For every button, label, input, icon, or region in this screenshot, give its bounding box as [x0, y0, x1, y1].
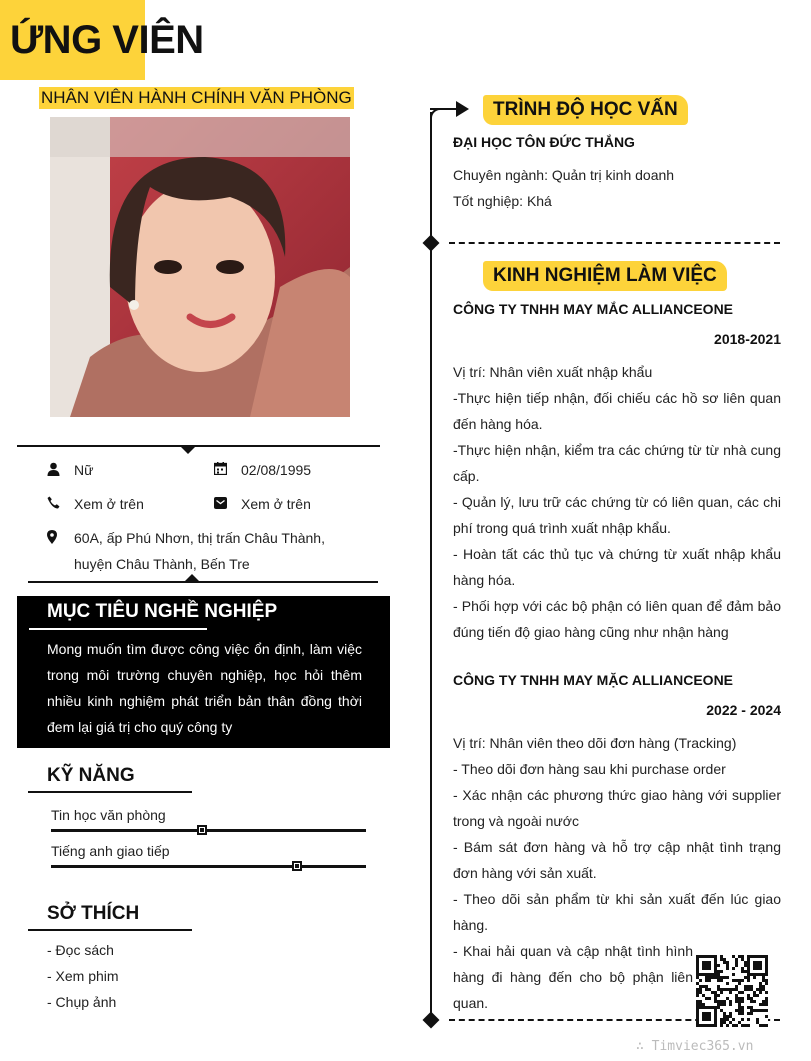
contact-top-divider	[17, 445, 380, 447]
phone-value: Xem ở trên	[74, 496, 144, 512]
objective-text: Mong muốn tìm được công việc ổn định, làm việc trong môi trường chuyên nghiệp, học hỏi thêm nhiều kinh nghiệm phát triển bản thân đồng thời đem lại giá trị cho quý công ty	[47, 641, 362, 735]
school-name: ĐẠI HỌC TÔN ĐỨC THẮNG	[453, 134, 635, 150]
skill-label: Tin học văn phòng	[51, 807, 166, 823]
hobbies-heading: SỞ THÍCH	[47, 903, 140, 924]
email-value: Xem ở trên	[241, 496, 311, 512]
job-line: - Phối hợp với các bộ phận có liên quan để đảm bảo đúng tiến độ giao hàng cũng như nhận hàng	[453, 598, 781, 640]
skills-underline	[28, 791, 192, 793]
career-objective-section	[17, 596, 390, 748]
user-icon	[47, 462, 61, 476]
company-name: CÔNG TY TNHH MAY MẮC ALLIANCEONE	[453, 301, 734, 317]
job-line: -Thực hiện tiếp nhận, đối chiếu các hồ sơ liên quan đến hàng hóa.	[453, 390, 781, 432]
hobby-item: - Đọc sách	[47, 942, 114, 958]
email-row	[214, 496, 394, 514]
phone-row	[47, 496, 207, 514]
address-line-1: 60A, ấp Phú Nhơn, thị trấn Châu Thành,	[74, 530, 325, 546]
education-grade: Tốt nghiệp: Khá	[453, 193, 552, 209]
job-description	[453, 359, 781, 645]
company-name: CÔNG TY TNHH MAY MẶC ALLIANCEONE	[453, 672, 734, 688]
job-line: - Bám sát đơn hàng và hỗ trợ cập nhật tình trạng đơn hàng với sản xuất.	[453, 839, 781, 881]
calendar-icon	[214, 462, 228, 476]
timeline-arrow-icon	[456, 101, 469, 117]
timeline-node	[423, 1012, 440, 1029]
profile-photo	[50, 117, 350, 417]
hobbies-underline	[28, 929, 192, 931]
hobby-item: - Chụp ảnh	[47, 994, 117, 1010]
skill-label: Tiếng anh giao tiếp	[51, 843, 170, 859]
gender-row	[47, 462, 207, 480]
address-line-2: huyện Châu Thành, Bến Tre	[74, 556, 250, 572]
candidate-name: ỨNG VIÊN	[10, 18, 204, 62]
job-years: 2018-2021	[714, 331, 781, 347]
job-line: -Thực hiện nhận, kiểm tra các chứng từ từ nhà cung cấp.	[453, 442, 781, 484]
address-row	[47, 530, 347, 574]
job-line: - Theo dõi đơn hàng sau khi purchase order	[453, 761, 726, 777]
timeline-node	[423, 235, 440, 252]
skill-level-marker	[292, 861, 302, 871]
job-line: - Hoàn tất các thủ tục và chứng từ xuất nhập khẩu hàng hóa.	[453, 546, 781, 588]
dob-value: 02/08/1995	[241, 462, 312, 478]
gender-value: Nữ	[74, 462, 94, 478]
qr-code[interactable]	[696, 955, 768, 1027]
map-pin-icon	[47, 530, 61, 544]
watermark: ∴ Timviec365.vn	[636, 1039, 754, 1054]
divider-arrow-down	[180, 446, 196, 454]
education-heading: TRÌNH ĐỘ HỌC VẤN	[483, 95, 688, 125]
job-line: - Khai hải quan và cập nhật tình hình hàng đi hàng đến cho bộ phận liên quan.	[453, 943, 693, 1011]
job-line: Vị trí: Nhân viên xuất nhập khẩu	[453, 364, 653, 380]
phone-icon	[47, 496, 61, 510]
skill-bar	[51, 865, 366, 868]
job-line: - Xác nhận các phương thức giao hàng với supplier trong và ngoài nước	[453, 787, 781, 829]
job-title: NHÂN VIÊN HÀNH CHÍNH VĂN PHÒNG	[41, 88, 352, 107]
education-major: Chuyên ngành: Quản trị kinh doanh	[453, 167, 675, 183]
objective-underline	[29, 628, 207, 630]
contact-bottom-divider	[28, 581, 378, 583]
email-icon	[214, 496, 228, 510]
skills-heading: KỸ NĂNG	[47, 765, 135, 786]
section-divider	[449, 242, 780, 244]
job-line: Vị trí: Nhân viên theo dõi đơn hàng (Tracking)	[453, 735, 737, 751]
job-years: 2022 - 2024	[706, 702, 781, 718]
experience-heading: KINH NGHIỆM LÀM VIỆC	[483, 261, 727, 291]
dob-row	[214, 462, 394, 480]
job-line: - Quản lý, lưu trữ các chứng từ có liên quan, các chi phí trong quá trình xuất nhập khẩu.	[453, 494, 781, 536]
job-line: - Theo dõi sản phẩm từ khi sản xuất đến lúc giao hàng.	[453, 891, 781, 933]
objective-heading: MỤC TIÊU NGHỀ NGHIỆP	[47, 601, 278, 622]
skill-level-marker	[197, 825, 207, 835]
hobby-item: - Xem phim	[47, 968, 119, 984]
skill-bar	[51, 829, 366, 832]
